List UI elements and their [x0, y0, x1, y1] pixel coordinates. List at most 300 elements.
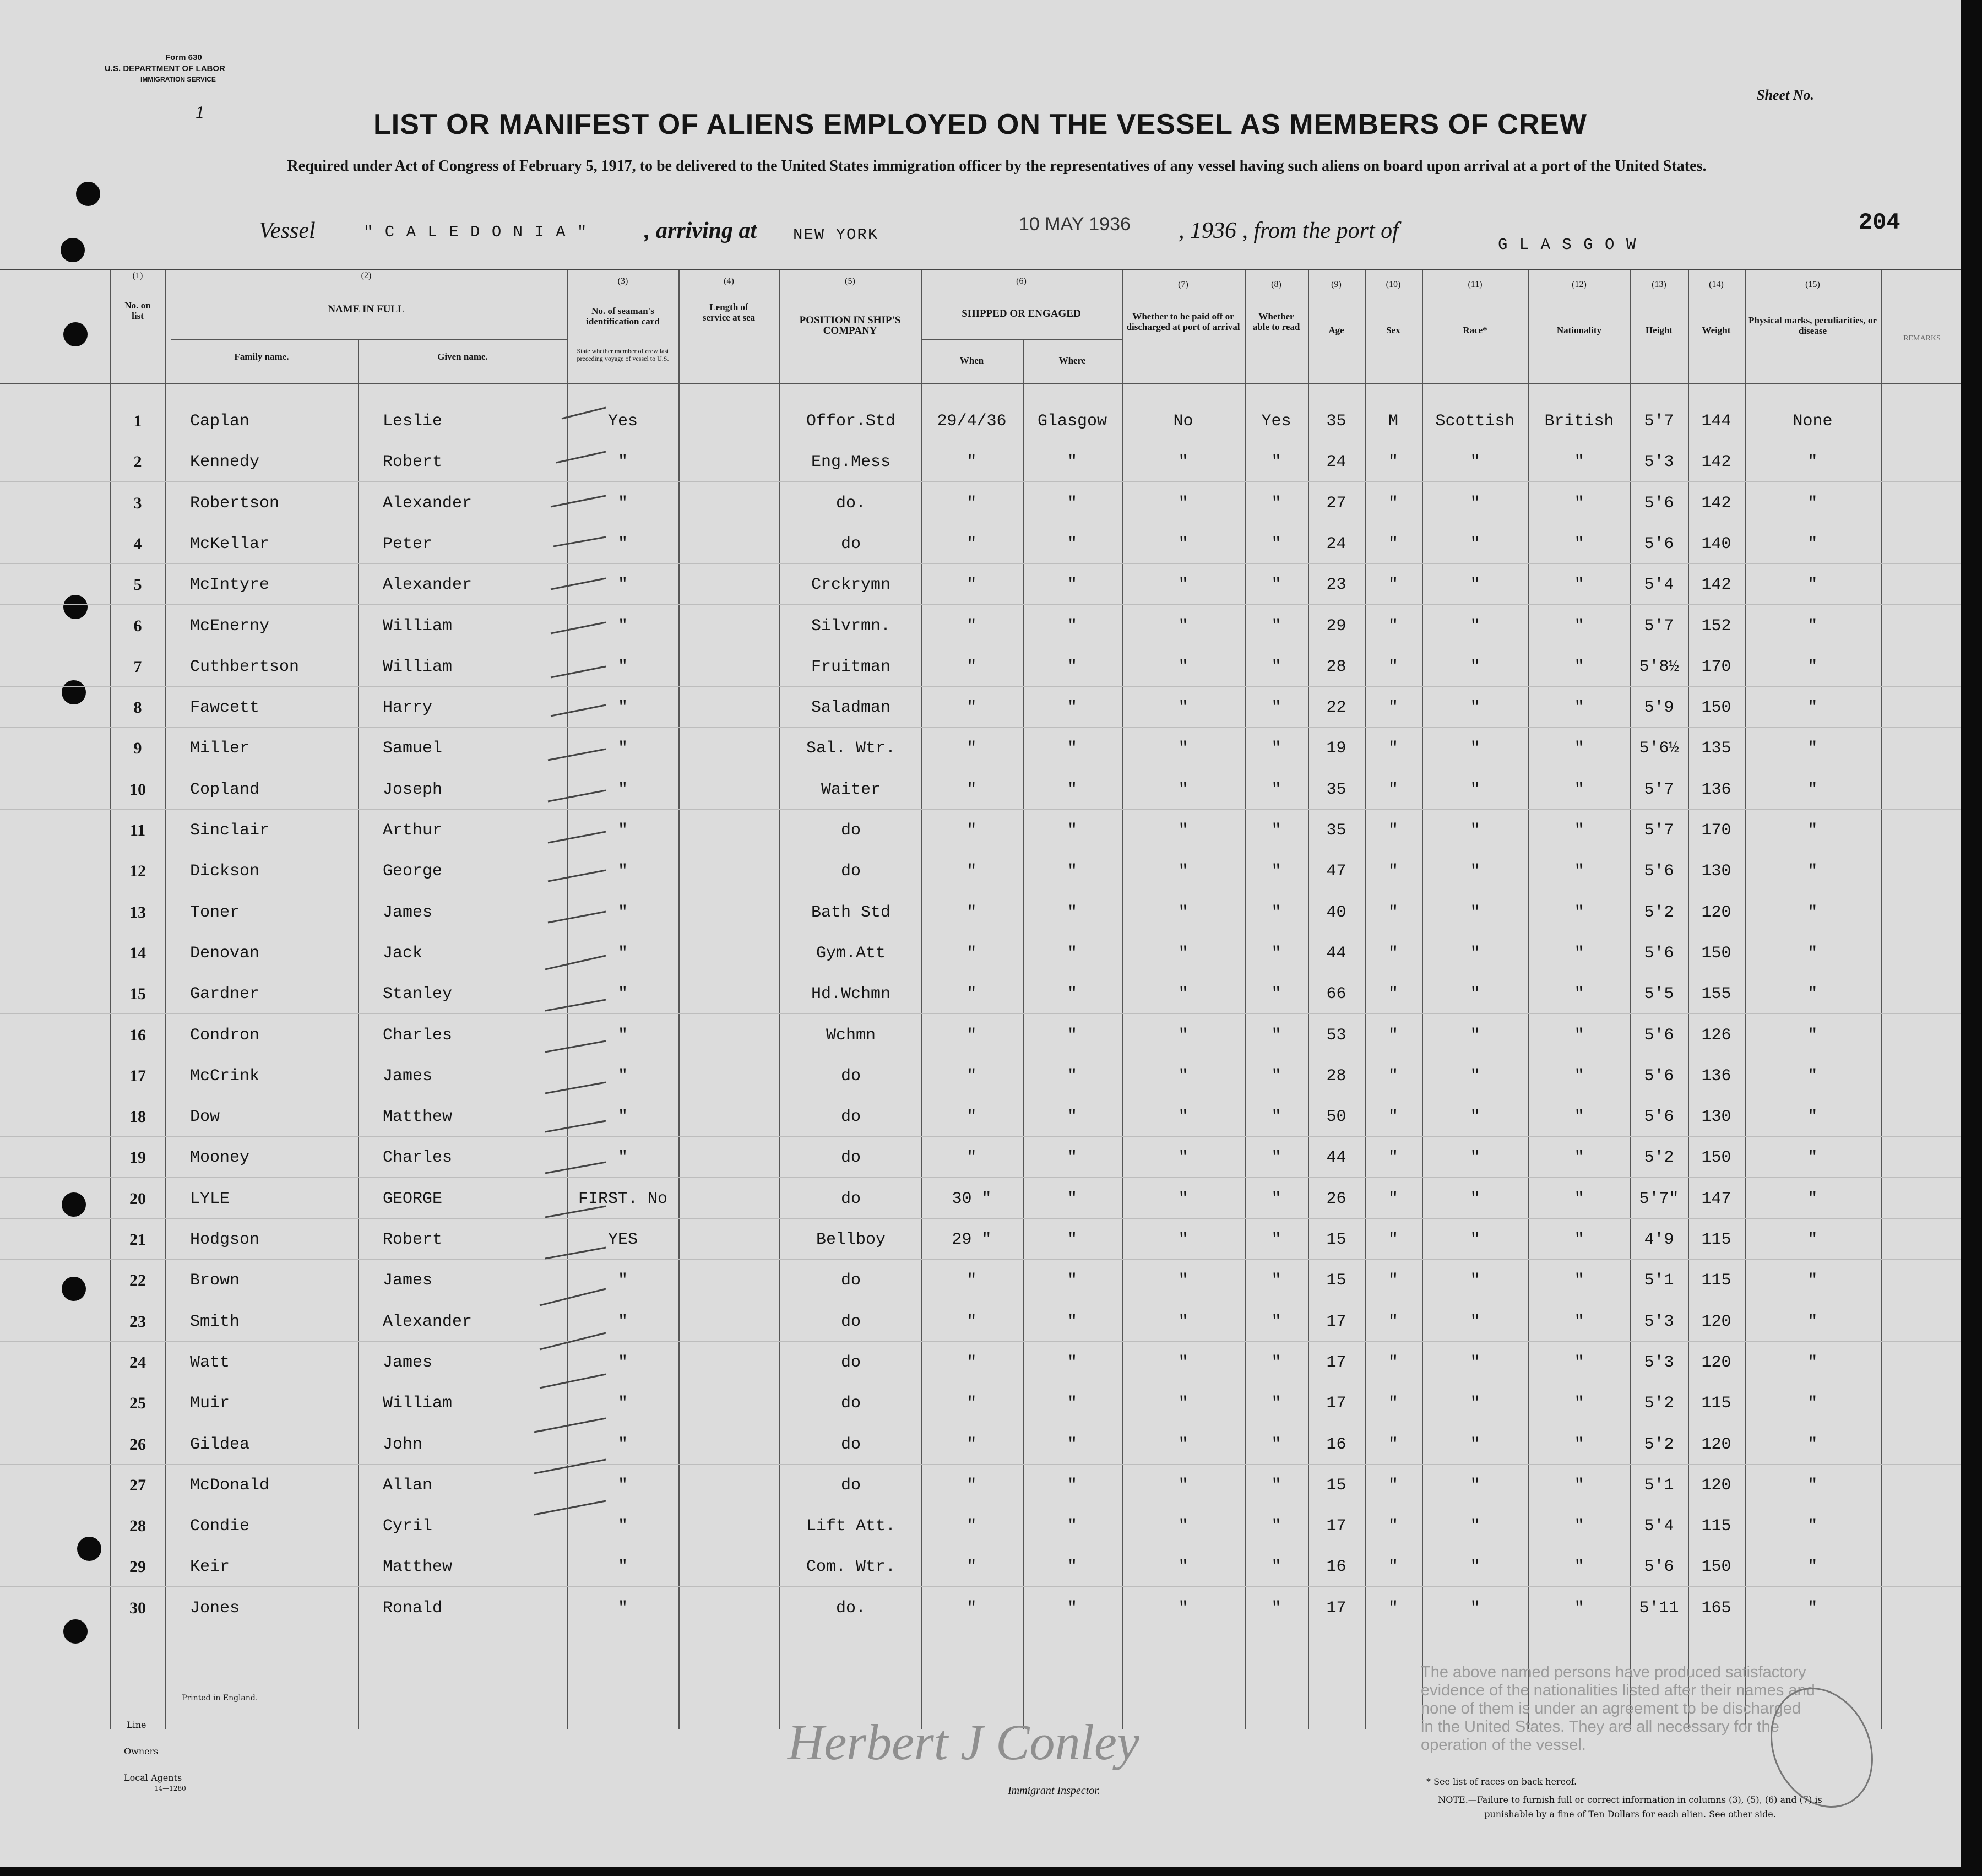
cell-family: Keir: [190, 1558, 230, 1577]
inspector-label: Immigrant Inspector.: [1008, 1785, 1100, 1797]
cell-given: James: [383, 1353, 433, 1372]
punch-hole: [76, 182, 100, 206]
table-row: [0, 1016, 1961, 1056]
cell-nationality: ": [1574, 657, 1584, 676]
cell-age: 50: [1326, 1108, 1346, 1127]
cell-nationality: ": [1574, 1476, 1584, 1495]
nationality-stamp: The above named persons have produced satisfactory evidence of the nationalities listed after their names and none of them is under an agreement to be discharged in the United States. They are all necessary for the operation of the vessel.: [1421, 1663, 1815, 1754]
cell-age: 19: [1326, 739, 1346, 758]
cell-given: John: [383, 1435, 423, 1454]
cell-card: ": [617, 534, 628, 554]
cell-physical: None: [1793, 412, 1833, 431]
cell-age: 40: [1326, 903, 1346, 922]
cell-paid: ": [1178, 1598, 1188, 1618]
cell-weight: 150: [1701, 1558, 1731, 1577]
cell-position: Fruitman: [811, 657, 891, 676]
cell-no: 27: [129, 1476, 146, 1494]
col-weight: Weight: [1702, 325, 1731, 335]
cell-weight: 120: [1701, 1353, 1731, 1372]
cell-family: Fawcett: [190, 698, 260, 718]
cell-card: ": [617, 1271, 628, 1291]
cell-read: ": [1271, 1271, 1281, 1291]
cell-weight: 142: [1701, 576, 1731, 595]
cell-height: 5'6: [1644, 862, 1674, 881]
cell-race: ": [1470, 1435, 1480, 1454]
cell-sex: ": [1388, 657, 1398, 676]
cell-card: ": [617, 862, 628, 881]
col-when: When: [959, 355, 984, 366]
cell-sex: ": [1388, 1108, 1398, 1127]
cell-weight: 120: [1701, 1312, 1731, 1331]
cell-age: 28: [1326, 1066, 1346, 1086]
cell-given: William: [383, 1394, 453, 1413]
cell-sex: M: [1388, 412, 1398, 431]
cell-race: ": [1470, 534, 1480, 554]
cell-sex: ": [1388, 780, 1398, 799]
cell-physical: ": [1807, 1435, 1818, 1454]
cell-height: 5'3: [1644, 1312, 1674, 1331]
cell-position: do: [840, 1353, 861, 1372]
cell-sex: ": [1388, 494, 1398, 513]
cell-given: Jack: [383, 944, 423, 963]
cell-sex: ": [1388, 903, 1398, 922]
cell-age: 35: [1326, 821, 1346, 840]
cell-position: Offor.Std: [806, 412, 896, 431]
table-row: [0, 975, 1961, 1015]
cell-age: 29: [1326, 616, 1346, 636]
cell-when: ": [966, 1148, 977, 1168]
cell-no: 21: [129, 1230, 146, 1249]
cell-race: ": [1470, 903, 1480, 922]
cell-when: ": [966, 1558, 977, 1577]
cell-paid: ": [1178, 534, 1188, 554]
table-row: [0, 648, 1961, 687]
agents-label: Local Agents: [124, 1772, 182, 1783]
cell-age: 44: [1326, 1148, 1346, 1168]
cell-where: ": [1067, 576, 1077, 595]
cell-position: do.: [835, 1598, 866, 1618]
cell-given: James: [383, 903, 433, 922]
cell-card: ": [617, 1476, 628, 1495]
table-row: [0, 934, 1961, 974]
row-rule: [0, 1259, 1961, 1260]
cell-card: ": [617, 1066, 628, 1086]
cell-card: ": [617, 780, 628, 799]
col-nationality: Nationality: [1556, 325, 1602, 335]
cell-card: ": [617, 494, 628, 513]
cell-race: ": [1470, 576, 1480, 595]
arriving-label: , arriving at: [644, 218, 757, 243]
cell-where: ": [1067, 862, 1077, 881]
cell-given: Samuel: [383, 739, 443, 758]
cell-read: ": [1271, 453, 1281, 472]
cell-read: ": [1271, 1189, 1281, 1208]
cell-paid: ": [1178, 1230, 1188, 1249]
cell-no: 8: [133, 698, 142, 717]
cell-family: Jones: [190, 1598, 240, 1618]
cell-read: ": [1271, 698, 1281, 718]
cell-weight: 120: [1701, 1476, 1731, 1495]
cell-race: ": [1470, 453, 1480, 472]
cell-paid: ": [1178, 1558, 1188, 1577]
cell-paid: ": [1178, 1271, 1188, 1291]
cell-weight: 115: [1701, 1271, 1731, 1291]
cell-sex: ": [1388, 1353, 1398, 1372]
cell-when: ": [966, 1517, 977, 1536]
col-able-read: Whether able to read: [1252, 311, 1300, 332]
cell-height: 5'2: [1644, 903, 1674, 922]
cell-no: 4: [133, 534, 142, 553]
cell-read: ": [1271, 1108, 1281, 1127]
table-row: [0, 893, 1961, 933]
cell-position: do: [840, 821, 861, 840]
column-number: (2): [361, 271, 372, 280]
cell-sex: ": [1388, 862, 1398, 881]
cell-sex: ": [1388, 1230, 1398, 1249]
table-row: [0, 1261, 1961, 1301]
sheet-number: 204: [1859, 209, 1900, 236]
cell-sex: ": [1388, 1476, 1398, 1495]
cell-age: 17: [1326, 1394, 1346, 1413]
cell-weight: 120: [1701, 1435, 1731, 1454]
cell-race: Scottish: [1435, 412, 1515, 431]
punch-hole: [61, 238, 85, 262]
row-rule: [0, 604, 1961, 605]
table-row: [0, 1343, 1961, 1383]
cell-weight: 130: [1701, 1108, 1731, 1127]
cell-weight: 120: [1701, 903, 1731, 922]
cell-where: ": [1067, 1271, 1077, 1291]
cell-no: 9: [133, 739, 142, 758]
cell-when: ": [966, 903, 977, 922]
cell-when: ": [966, 1394, 977, 1413]
cell-read: ": [1271, 903, 1281, 922]
cell-age: 26: [1326, 1189, 1346, 1208]
cell-given: Leslie: [383, 412, 443, 431]
cell-card: ": [617, 1517, 628, 1536]
table-row: [0, 729, 1961, 769]
cell-no: 15: [129, 985, 146, 1004]
cell-age: 17: [1326, 1517, 1346, 1536]
cell-where: ": [1067, 1394, 1077, 1413]
cell-card: YES: [607, 1230, 638, 1249]
cell-when: 29/4/36: [937, 412, 1007, 431]
col-position: POSITION IN SHIP'S COMPANY: [799, 315, 901, 337]
cell-read: ": [1271, 1394, 1281, 1413]
cell-nationality: ": [1574, 1066, 1584, 1086]
cell-given: Alexander: [383, 576, 473, 595]
cell-card: Yes: [607, 412, 638, 431]
column-number: (14): [1709, 280, 1724, 289]
cell-position: Silvrmn.: [811, 616, 891, 636]
cell-where: ": [1067, 1476, 1077, 1495]
cell-where: ": [1067, 657, 1077, 676]
cell-nationality: ": [1574, 985, 1584, 1004]
cell-weight: 150: [1701, 698, 1731, 718]
cell-where: ": [1067, 616, 1077, 636]
cell-no: 14: [129, 944, 146, 962]
cell-position: do: [840, 1189, 861, 1208]
cell-age: 16: [1326, 1435, 1346, 1454]
cell-family: McIntyre: [190, 576, 270, 595]
cell-physical: ": [1807, 1598, 1818, 1618]
col-sex: Sex: [1386, 325, 1400, 335]
cell-weight: 115: [1701, 1517, 1731, 1536]
cell-nationality: ": [1574, 944, 1584, 963]
table-row: [0, 1466, 1961, 1506]
cell-sex: ": [1388, 1189, 1398, 1208]
cell-race: ": [1470, 1108, 1480, 1127]
inspector-signature: Herbert J Conley: [788, 1714, 1139, 1770]
cell-race: ": [1470, 1558, 1480, 1577]
cell-position: Com. Wtr.: [806, 1558, 896, 1577]
cell-position: Saladman: [811, 698, 891, 718]
cell-race: ": [1470, 1189, 1480, 1208]
col-age: Age: [1328, 325, 1344, 335]
table-row: [0, 1303, 1961, 1342]
cell-age: 15: [1326, 1271, 1346, 1291]
cell-family: McDonald: [190, 1476, 270, 1495]
cell-weight: 130: [1701, 862, 1731, 881]
cell-race: ": [1470, 739, 1480, 758]
cell-height: 4'9: [1644, 1230, 1674, 1249]
cell-height: 5'6: [1644, 534, 1674, 554]
cell-physical: ": [1807, 1394, 1818, 1413]
row-rule: [0, 727, 1961, 728]
cell-card: ": [617, 1312, 628, 1331]
cell-weight: 142: [1701, 494, 1731, 513]
cell-physical: ": [1807, 494, 1818, 513]
column-number: (6): [1016, 276, 1027, 286]
cell-physical: ": [1807, 1271, 1818, 1291]
cell-height: 5'9: [1644, 698, 1674, 718]
page-subtitle: Required under Act of Congress of February 5, 1917, to be delivered to the United States immigration officer by the representatives of any vessel having such aliens on board upon arrival at a port of the United States.: [287, 158, 1707, 175]
page-title: LIST OR MANIFEST OF ALIENS EMPLOYED ON THE VESSEL AS MEMBERS OF CREW: [373, 109, 1587, 140]
cell-where: ": [1067, 1517, 1077, 1536]
cell-physical: ": [1807, 985, 1818, 1004]
cell-read: ": [1271, 1230, 1281, 1249]
cell-nationality: ": [1574, 1108, 1584, 1127]
cell-where: Glasgow: [1037, 412, 1107, 431]
table-row: [0, 1138, 1961, 1178]
cell-no: 18: [129, 1108, 146, 1126]
cell-paid: ": [1178, 1353, 1188, 1372]
column-number: (1): [132, 271, 143, 280]
cell-when: ": [966, 494, 977, 513]
cell-card: ": [617, 944, 628, 963]
cell-card: ": [617, 1148, 628, 1168]
cell-when: ": [966, 821, 977, 840]
col-height: Height: [1645, 325, 1673, 335]
departure-port: G L A S G O W: [1498, 236, 1637, 254]
cell-where: ": [1067, 1230, 1077, 1249]
cell-when: ": [966, 780, 977, 799]
form-number: Form 630: [165, 53, 202, 62]
cell-where: ": [1067, 534, 1077, 554]
cell-when: ": [966, 1066, 977, 1086]
cell-race: ": [1470, 657, 1480, 676]
cell-given: Peter: [383, 534, 433, 554]
cell-nationality: ": [1574, 1026, 1584, 1045]
cell-where: ": [1067, 1066, 1077, 1086]
name-subheader-rule: [171, 339, 567, 340]
sheet-label: Sheet No.: [1757, 87, 1814, 103]
cell-nationality: ": [1574, 1148, 1584, 1168]
cell-physical: ": [1807, 1312, 1818, 1331]
cell-when: 30 ": [952, 1189, 992, 1208]
cell-race: ": [1470, 1026, 1480, 1045]
col-shipped: SHIPPED OR ENGAGED: [962, 308, 1081, 319]
cell-card: ": [617, 821, 628, 840]
cell-age: 16: [1326, 1558, 1346, 1577]
cell-physical: ": [1807, 1066, 1818, 1086]
cell-given: Charles: [383, 1026, 453, 1045]
cell-where: ": [1067, 944, 1077, 963]
cell-sex: ": [1388, 1026, 1398, 1045]
column-number: (5): [845, 276, 855, 286]
cell-position: Wchmn: [826, 1026, 876, 1045]
cell-height: 5'8½: [1639, 657, 1679, 676]
cell-when: ": [966, 1312, 977, 1331]
cell-physical: ": [1807, 1026, 1818, 1045]
cell-age: 35: [1326, 780, 1346, 799]
cell-age: 66: [1326, 985, 1346, 1004]
table-row: [0, 1384, 1961, 1424]
cell-weight: 170: [1701, 657, 1731, 676]
cell-physical: ": [1807, 1230, 1818, 1249]
cell-paid: ": [1178, 821, 1188, 840]
cell-no: 29: [129, 1558, 146, 1576]
cell-height: 5'7: [1644, 780, 1674, 799]
cell-given: Harry: [383, 698, 433, 718]
cell-height: 5'3: [1644, 1353, 1674, 1372]
row-rule: [0, 481, 1961, 482]
cell-where: ": [1067, 821, 1077, 840]
cell-no: 10: [129, 780, 146, 799]
column-number: (8): [1271, 280, 1281, 289]
cell-paid: ": [1178, 903, 1188, 922]
cell-age: 27: [1326, 494, 1346, 513]
cell-where: ": [1067, 1148, 1077, 1168]
cell-age: 17: [1326, 1353, 1346, 1372]
cell-read: ": [1271, 1026, 1281, 1045]
cell-age: 28: [1326, 657, 1346, 676]
cell-read: ": [1271, 780, 1281, 799]
cell-race: ": [1470, 1353, 1480, 1372]
cell-weight: 170: [1701, 821, 1731, 840]
cell-when: ": [966, 576, 977, 595]
cell-paid: ": [1178, 1394, 1188, 1413]
column-number: (12): [1572, 280, 1587, 289]
table-row: [0, 607, 1961, 647]
cell-age: 17: [1326, 1312, 1346, 1331]
row-rule: [0, 1013, 1961, 1014]
cell-read: ": [1271, 1066, 1281, 1086]
cell-age: 17: [1326, 1598, 1346, 1618]
cell-no: 1: [133, 412, 142, 430]
cell-given: Alexander: [383, 1312, 473, 1331]
cell-physical: ": [1807, 821, 1818, 840]
vessel-label: Vessel: [259, 218, 316, 243]
cell-card: ": [617, 453, 628, 472]
cell-sex: ": [1388, 1066, 1398, 1086]
cell-physical: ": [1807, 1148, 1818, 1168]
cell-nationality: ": [1574, 739, 1584, 758]
cell-physical: ": [1807, 453, 1818, 472]
cell-no: 30: [129, 1598, 146, 1617]
cell-physical: ": [1807, 1108, 1818, 1127]
cell-when: ": [966, 1353, 977, 1372]
cell-family: Watt: [190, 1353, 230, 1372]
cell-paid: ": [1178, 1148, 1188, 1168]
cell-physical: ": [1807, 576, 1818, 595]
cell-read: ": [1271, 494, 1281, 513]
cell-where: ": [1067, 1558, 1077, 1577]
cell-nationality: ": [1574, 494, 1584, 513]
cell-when: ": [966, 1476, 977, 1495]
line-label: Line: [127, 1720, 146, 1730]
cell-family: Hodgson: [190, 1230, 260, 1249]
table-row: [0, 566, 1961, 605]
header-divider: [0, 383, 1961, 384]
page-mark: 1: [196, 102, 204, 122]
cell-sex: ": [1388, 1148, 1398, 1168]
column-number: (15): [1805, 280, 1820, 289]
cell-read: ": [1271, 534, 1281, 554]
cell-family: Condie: [190, 1517, 250, 1536]
cell-weight: 115: [1701, 1394, 1731, 1413]
cell-given: Allan: [383, 1476, 433, 1495]
cell-card: ": [617, 698, 628, 718]
cell-when: ": [966, 739, 977, 758]
cell-sex: ": [1388, 1598, 1398, 1618]
cell-card: ": [617, 903, 628, 922]
cell-family: McCrink: [190, 1066, 260, 1086]
cell-read: ": [1271, 862, 1281, 881]
cell-weight: 115: [1701, 1230, 1731, 1249]
cell-physical: ": [1807, 944, 1818, 963]
table-row: [0, 1507, 1961, 1547]
cell-nationality: ": [1574, 698, 1584, 718]
col-id-card: No. of seaman's identification card: [586, 306, 660, 327]
column-number: (10): [1386, 280, 1401, 289]
cell-height: 5'7": [1639, 1189, 1679, 1208]
cell-race: ": [1470, 1066, 1480, 1086]
arrival-port: NEW YORK: [793, 226, 879, 244]
table-row: [0, 1221, 1961, 1260]
cell-height: 5'2: [1644, 1394, 1674, 1413]
cell-weight: 136: [1701, 780, 1731, 799]
cell-height: 5'2: [1644, 1148, 1674, 1168]
cell-paid: ": [1178, 739, 1188, 758]
cell-paid: ": [1178, 780, 1188, 799]
cell-nationality: ": [1574, 1189, 1584, 1208]
col-given-name: Given name.: [437, 351, 488, 362]
cell-sex: ": [1388, 1558, 1398, 1577]
cell-position: do: [840, 1435, 861, 1454]
cell-race: ": [1470, 944, 1480, 963]
cell-nationality: ": [1574, 453, 1584, 472]
cell-read: ": [1271, 1476, 1281, 1495]
cell-position: Waiter: [821, 780, 881, 799]
cell-height: 5'4: [1644, 1517, 1674, 1536]
cell-physical: ": [1807, 903, 1818, 922]
cell-position: do: [840, 534, 861, 554]
cell-nationality: British: [1544, 412, 1614, 431]
cell-read: ": [1271, 985, 1281, 1004]
printed-note: Printed in England.: [182, 1694, 258, 1703]
cell-height: 5'6: [1644, 1066, 1674, 1086]
